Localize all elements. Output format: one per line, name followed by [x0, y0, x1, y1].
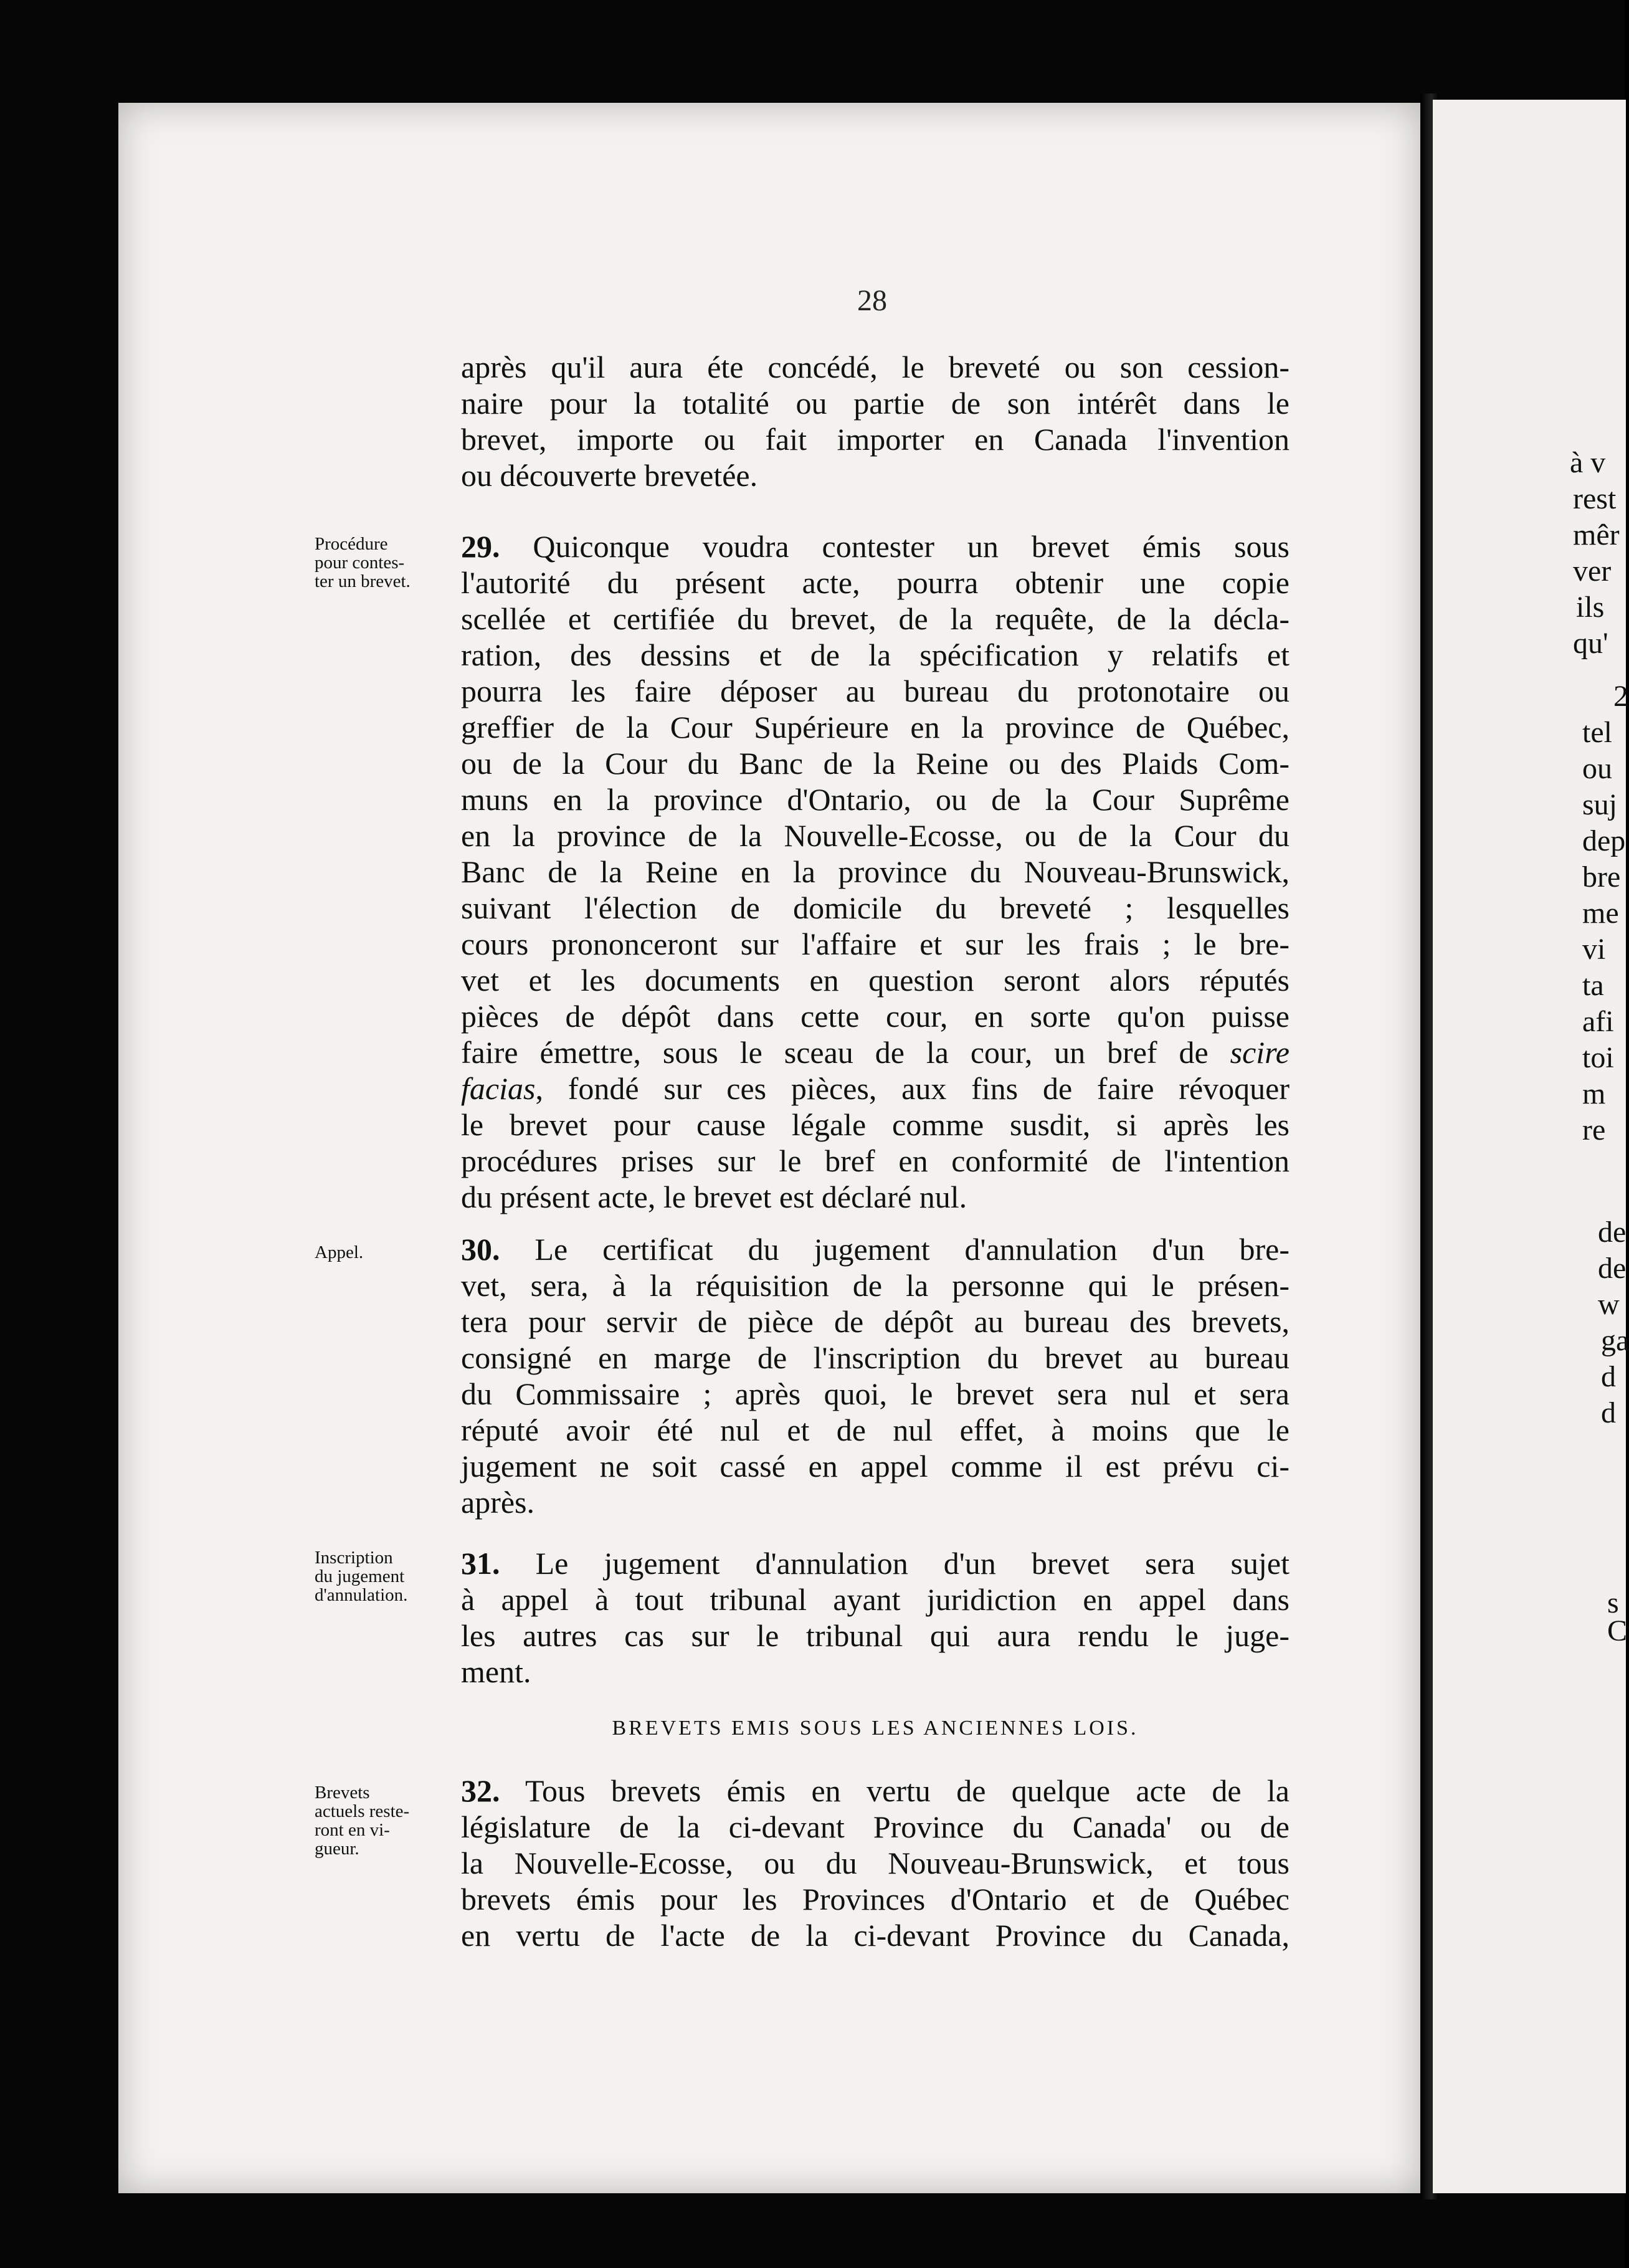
section-number: 32. [461, 1773, 500, 1808]
text-line [461, 1545, 1289, 1581]
margin-note-line: gueur. [315, 1839, 359, 1859]
adjacent-fragment: afi [1582, 1005, 1614, 1038]
text-line: en vertu de l'acte de la ci-devant Province du Canada, [461, 1918, 1289, 1953]
adjacent-fragment: bre [1582, 860, 1621, 893]
text-line: ou découverte brevetée. [461, 458, 758, 493]
text-line: en la province de la Nouvelle-Ecosse, ou de la Cour du [461, 818, 1289, 853]
margin-note-inscription [315, 1548, 464, 1604]
text-line: ration, des dessins et de la spécification y relatifs et [461, 637, 1289, 672]
text-line: muns en la province d'Ontario, ou de la Cour Suprême [461, 782, 1289, 817]
text-span: faire émettre, sous le sceau de la cour, un bref de [461, 1035, 1230, 1070]
margin-note-line: d'annulation. [315, 1585, 408, 1605]
text-line: naire pour la totalité ou partie de son intérêt dans le [461, 386, 1289, 421]
adjacent-fragment: me [1582, 897, 1619, 930]
intro-paragraph [461, 349, 1289, 493]
text-line: jugement ne soit cassé en appel comme il est prévu ci- [461, 1449, 1289, 1484]
text-line: scellée et certifiée du brevet, de la requête, de la décla- [461, 601, 1289, 636]
margin-note-appel [315, 1243, 464, 1262]
section-32 [461, 1773, 1289, 1953]
text-line: pièces de dépôt dans cette cour, en sorte qu'on puisse [461, 999, 1289, 1034]
text-line [461, 1034, 1289, 1070]
adjacent-fragment: d [1601, 1360, 1616, 1393]
text-line: le brevet pour cause légale comme susdit, si après les [461, 1107, 1289, 1142]
section-29 [461, 528, 1289, 1215]
text-line: réputé avoir été nul et de nul effet, à moins que le [461, 1413, 1289, 1447]
section-31 [461, 1545, 1289, 1690]
text-line: cours prononceront sur l'affaire et sur les frais ; le bre- [461, 927, 1289, 961]
margin-note-procedure [315, 535, 464, 591]
adjacent-fragment: mêr [1573, 518, 1620, 551]
margin-note-line: pour contes- [315, 553, 405, 573]
adjacent-fragment: rest [1573, 482, 1617, 515]
text-line [461, 528, 1289, 565]
text-line: à appel à tout tribunal ayant juridiction en appel dans [461, 1582, 1289, 1617]
adjacent-fragment: vi [1582, 933, 1606, 966]
text-span: Le certificat du jugement d'annulation d'un bre- [500, 1232, 1289, 1267]
text-line: après qu'il aura éte concédé, le breveté ou son cession- [461, 350, 1289, 384]
text-line: consigné en marge de l'inscription du brevet au bureau [461, 1340, 1289, 1375]
text-line: brevets émis pour les Provinces d'Ontario et de Québec [461, 1882, 1289, 1917]
text-line: vet, sera, à la réquisition de la personne qui le présen- [461, 1268, 1289, 1303]
adjacent-fragment: d [1601, 1396, 1616, 1429]
text-span: Quiconque voudra contester un brevet émis sous [500, 529, 1289, 564]
margin-note-line: ter un brevet. [315, 571, 411, 591]
adjacent-fragment: s [1607, 1586, 1619, 1619]
adjacent-fragment: suj [1582, 788, 1618, 821]
section-number: 30. [461, 1232, 500, 1267]
margin-note-line: Inscription [315, 1548, 393, 1568]
italic-term: scire [1230, 1035, 1289, 1070]
adjacent-fragment: ga [1601, 1324, 1629, 1357]
adjacent-fragment: toi [1582, 1041, 1614, 1074]
section-30 [461, 1231, 1289, 1520]
text-line: procédures prises sur le bref en conformité de l'intention [461, 1143, 1289, 1178]
text-line: du présent acte, le brevet est déclaré nul. [461, 1179, 967, 1214]
adjacent-fragment: de [1598, 1252, 1627, 1285]
text-line: ou de la Cour du Banc de la Reine ou des Plaids Com- [461, 746, 1289, 781]
adjacent-fragment: ou [1582, 752, 1612, 785]
text-line: la Nouvelle-Ecosse, ou du Nouveau-Brunswick, et tous [461, 1846, 1289, 1880]
adjacent-fragment: tel [1582, 716, 1612, 749]
text-line [461, 1070, 1289, 1107]
section-heading: BREVETS EMIS SOUS LES ANCIENNES LOIS. [612, 1717, 1139, 1740]
margin-note-line: actuels reste- [315, 1801, 410, 1821]
text-line: greffier de la Cour Supérieure en la province de Québec, [461, 710, 1289, 745]
adjacent-fragment: dep [1582, 824, 1626, 857]
margin-note-line: ront en vi- [315, 1820, 390, 1840]
text-line: brevet, importe ou fait importer en Canada l'invention [461, 422, 1289, 457]
text-span: Le jugement d'annulation d'un brevet sera sujet [500, 1546, 1289, 1581]
section-number: 31. [461, 1546, 500, 1581]
text-span: , fondé sur ces pièces, aux fins de faire révoquer [535, 1071, 1289, 1106]
adjacent-fragment: de [1598, 1216, 1627, 1249]
text-line: pourra les faire déposer au bureau du protonotaire ou [461, 674, 1289, 708]
adjacent-page [1433, 100, 1629, 2193]
text-line: tera pour servir de pièce de dépôt au bureau des brevets, [461, 1304, 1289, 1339]
text-span: Tous brevets émis en vertu de quelque acte de la [500, 1773, 1289, 1808]
text-line: Banc de la Reine en la province du Nouveau-Brunswick, [461, 854, 1289, 889]
adjacent-fragment: ta [1582, 969, 1604, 1002]
margin-note-brevets-actuels [315, 1783, 464, 1858]
page-number: 28 [857, 284, 887, 317]
text-line: du Commissaire ; après quoi, le brevet sera nul et sera [461, 1376, 1289, 1411]
margin-note-line: Appel. [315, 1242, 364, 1262]
text-line [461, 1773, 1289, 1809]
margin-note-line: du jugement [315, 1566, 405, 1586]
margin-note-line: Brevets [315, 1783, 370, 1803]
text-line: ment. [461, 1654, 531, 1689]
adjacent-fragment: ver [1573, 555, 1612, 588]
text-line: vet et les documents en question seront alors réputés [461, 963, 1289, 998]
section-number: 29. [461, 529, 500, 564]
margin-note-line: Procédure [315, 534, 388, 554]
adjacent-fragment: à v [1570, 446, 1606, 479]
adjacent-fragment: ils [1576, 591, 1605, 624]
adjacent-fragment: qu' [1573, 627, 1608, 660]
text-line [461, 1231, 1289, 1267]
adjacent-fragment: m [1582, 1077, 1606, 1110]
text-line: législature de la ci-devant Province du Canada' ou de [461, 1809, 1289, 1844]
adjacent-fragment: re [1582, 1113, 1606, 1146]
text-line: l'autorité du présent acte, pourra obtenir une copie [461, 565, 1289, 600]
text-line: après. [461, 1485, 534, 1520]
adjacent-fragment: C [1607, 1614, 1628, 1647]
adjacent-fragment: w [1598, 1288, 1620, 1321]
italic-term: facias [461, 1071, 536, 1106]
adjacent-fragment: 2 [1613, 680, 1628, 713]
text-line: les autres cas sur le tribunal qui aura rendu le juge- [461, 1618, 1289, 1653]
text-line: suivant l'élection de domicile du breveté ; lesquelles [461, 890, 1289, 925]
